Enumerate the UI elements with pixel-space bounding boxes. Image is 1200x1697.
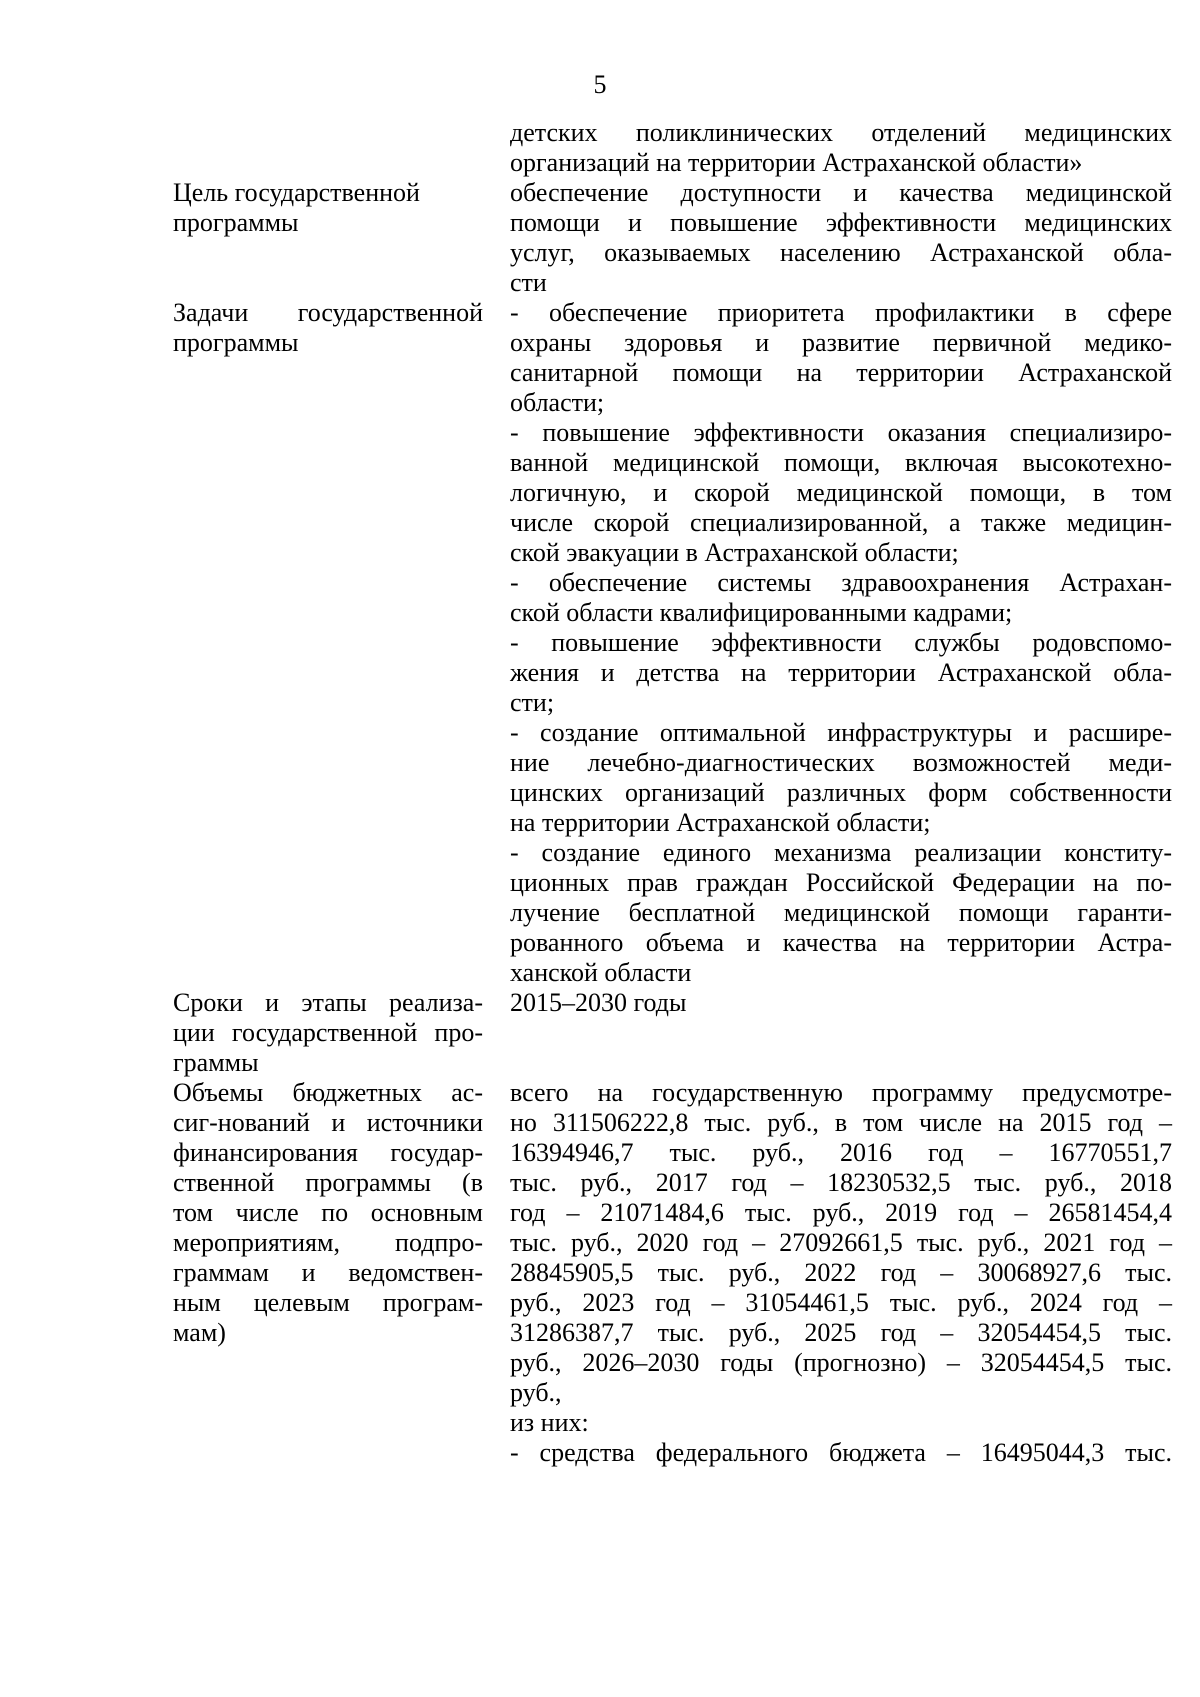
label-line: Цель государственной [173, 178, 420, 207]
value-line: числе скорой специализированной, а также медицин- [510, 508, 1172, 537]
value-line: тыс. руб., 2017 год – 18230532,5 тыс. руб., 2018 [510, 1168, 1172, 1197]
label-line: граммам и ведомствен- [173, 1258, 483, 1287]
label-line: том числе по основным [173, 1198, 483, 1227]
label-line: финансирования государ- [173, 1138, 483, 1167]
value-line: - обеспечение системы здравоохранения Астрахан- [510, 568, 1172, 597]
value-line: помощи и повышение эффективности медицинских [510, 208, 1172, 237]
row-label [173, 178, 483, 298]
label-line: ции государственной про- [173, 1018, 483, 1047]
value-line: охраны здоровья и развитие первичной медико- [510, 328, 1172, 357]
value-line: сти; [510, 688, 555, 717]
label-line: Сроки и этапы реализа- [173, 988, 483, 1017]
value-line: но 311506222,8 тыс. руб., в том числе на 2015 год – [510, 1108, 1172, 1137]
value-line: 31286387,7 тыс. руб., 2025 год – 32054454,5 тыс. [510, 1318, 1172, 1347]
value-line: области; [510, 388, 605, 417]
value-line: руб., [510, 1378, 562, 1407]
label-line: граммы [173, 1048, 259, 1077]
value-line: из них: [510, 1408, 589, 1437]
value-line: ние лечебно-диагностических возможностей меди- [510, 748, 1172, 777]
value-line: всего на государственную программу предусмотре- [510, 1078, 1172, 1107]
row-label [173, 118, 483, 178]
label-line: Объемы бюджетных ас- [173, 1078, 483, 1107]
value-line: рованного объема и качества на территории Астра- [510, 928, 1172, 957]
value-line: сти [510, 268, 547, 297]
value-line: на территории Астраханской области; [510, 808, 931, 837]
value-line: обеспечение доступности и качества медицинской [510, 178, 1172, 207]
value-line: ханской области [510, 958, 692, 987]
funding-row [0, 1078, 1200, 1468]
label-line: программы [173, 328, 299, 357]
label-line: ственной программы (в [173, 1168, 483, 1197]
value-line: 2015–2030 годы [510, 988, 687, 1017]
value-line: цинских организаций различных форм собственности [510, 778, 1172, 807]
value-line: услуг, оказываемых населению Астраханской обла- [510, 238, 1172, 267]
row-value [510, 118, 1172, 178]
value-line: руб., 2023 год – 31054461,5 тыс. руб., 2024 год – [510, 1288, 1172, 1317]
value-line: руб., 2026–2030 годы (прогнозно) – 32054454,5 тыс. [510, 1348, 1172, 1377]
value-line: организаций на территории Астраханской области» [510, 148, 1083, 177]
row-value [510, 1078, 1172, 1468]
label-line: Задачи государственной [173, 298, 483, 327]
label-line: сиг-нований и источники [173, 1108, 483, 1137]
page-number: 5 [593, 70, 607, 99]
row-value [510, 178, 1172, 298]
label-line: программы [173, 208, 299, 237]
value-line: ванной медицинской помощи, включая высокотехно- [510, 448, 1172, 477]
value-line: ской эвакуации в Астраханской области; [510, 538, 959, 567]
value-line: лучение бесплатной медицинской помощи гаранти- [510, 898, 1172, 927]
value-line: 28845905,5 тыс. руб., 2022 год – 30068927,6 тыс. [510, 1258, 1172, 1287]
value-line: год – 21071484,6 тыс. руб., 2019 год – 26581454,4 [510, 1198, 1172, 1227]
row-label [173, 298, 483, 988]
value-line: тыс. руб., 2020 год – 27092661,5 тыс. руб., 2021 год – [510, 1228, 1172, 1257]
label-line: мероприятиям, подпро- [173, 1228, 483, 1257]
value-line: санитарной помощи на территории Астраханской [510, 358, 1172, 387]
value-line: логичную, и скорой медицинской помощи, в том [510, 478, 1172, 507]
program-passport-table [0, 118, 1200, 1468]
terms-row [0, 988, 1200, 1078]
label-line: мам) [173, 1318, 226, 1347]
goal-row [0, 178, 1200, 298]
value-line: ционных прав граждан Российской Федерации на по- [510, 868, 1172, 897]
value-line: - создание оптимальной инфраструктуры и расшире- [510, 718, 1172, 747]
row-label [173, 1078, 483, 1468]
value-line: - повышение эффективности службы родовспомо- [510, 628, 1172, 657]
row-value [510, 988, 1172, 1078]
tasks-row [0, 298, 1200, 988]
value-line: - повышение эффективности оказания специализиро- [510, 418, 1172, 447]
label-line: ным целевым програм- [173, 1288, 483, 1317]
intro-continuation-row [0, 118, 1200, 178]
value-line: жения и детства на территории Астраханской обла- [510, 658, 1172, 687]
value-line: - обеспечение приоритета профилактики в сфере [510, 298, 1172, 327]
value-line: ской области квалифицированными кадрами; [510, 598, 1013, 627]
value-line: детских поликлинических отделений медицинских [510, 118, 1172, 147]
value-line: - средства федерального бюджета – 16495044,3 тыс. [510, 1438, 1172, 1467]
value-line: 16394946,7 тыс. руб., 2016 год – 16770551,7 [510, 1138, 1172, 1167]
row-label [173, 988, 483, 1078]
value-line: - создание единого механизма реализации конститу- [510, 838, 1172, 867]
row-value [510, 298, 1172, 988]
